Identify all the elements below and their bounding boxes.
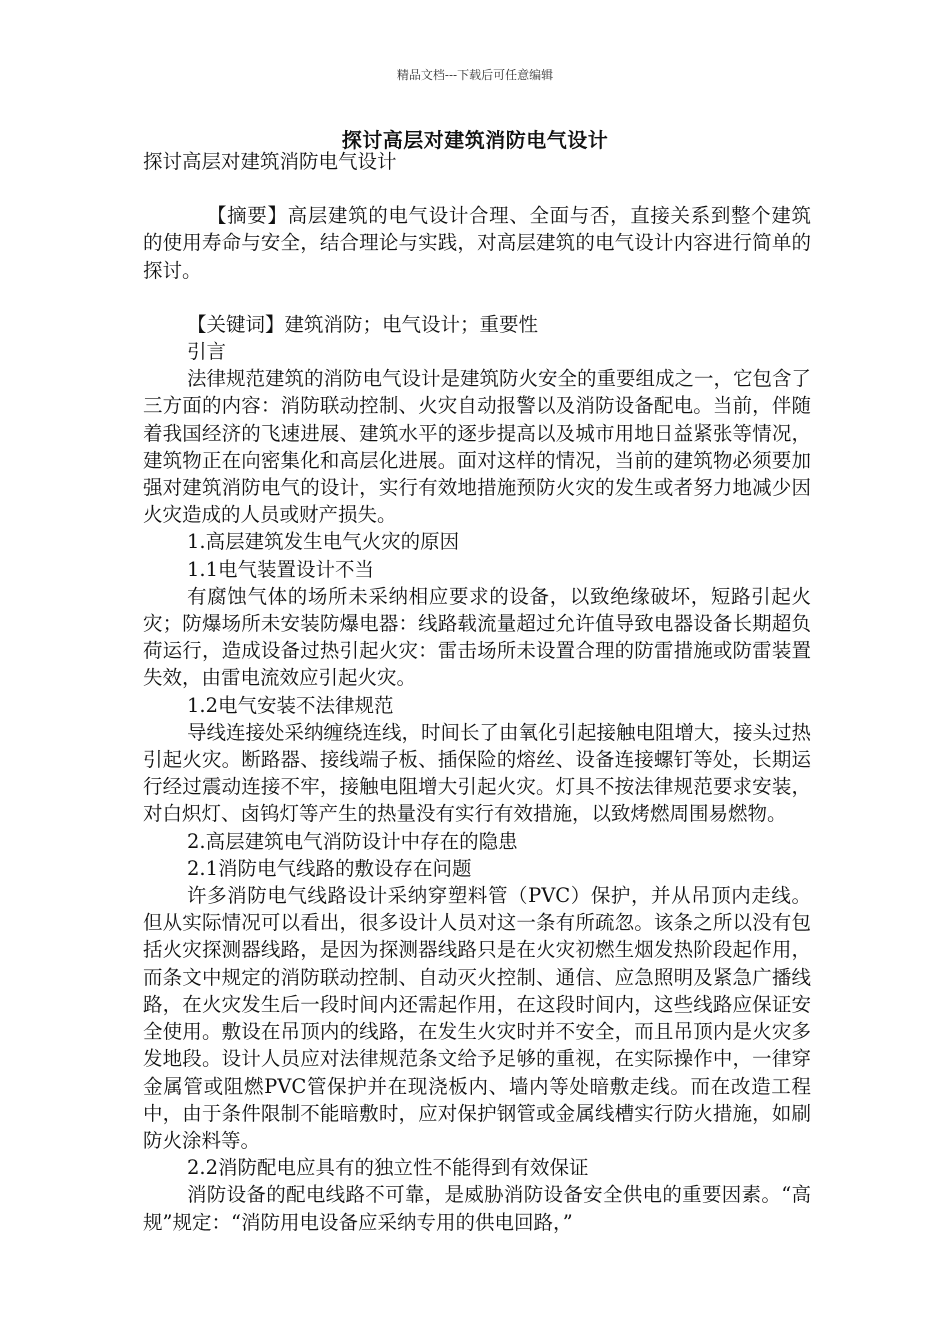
section-2-1-heading: 2.1消防电气线路的敷设存在问题 [187, 856, 472, 880]
section-1-2-paragraph: 导线连接处采纳缠绕连线，时间长了由氧化引起接触电阻增大，接头过热引起火灾。断路器、接线端子板、插保险的熔丝、设备连接螺钉等处，长期运行经过震动连接不牢，接触电阻增大引起火灾。灯具不按法律规范要求安装，对白炽灯、卤钨灯等产生的热量没有实行有效措施，以致烤燃周围易燃物。 [143, 720, 812, 826]
spacer [143, 284, 811, 311]
page-header: 精品文档---下载后可任意编辑 [396, 68, 554, 82]
section-2-1-paragraph: 许多消防电气线路设计采纳穿塑料管（PVC）保护，并从吊顶内走线。但从实际情况可以看出，很多设计人员对这一条有所疏忽。该条之所以没有包括火灾探测器线路，是因为探测器线路只是在火灾初燃生烟发热阶段起作用，而条文中规定的消防联动控制、自动灭火控制、通信、应急照明及紧急广播线路，在火灾发生后一段时间内还需起作用，在这段时间内，这些线路应保证安全使用。敷设在吊顶内的线路，在发生火灾时并不安全，而且吊顶内是火灾多发地段。设计人员应对法律规范条文给予足够的重视，在实际操作中，一律穿金属管或阻燃PVC管保护并在现浇板内、墙内等处暗敷走线。而在改造工程中，由于条件限制不能暗敷时，应对保护钢管或金属线槽实行防火措施，如刷防火涂料等。 [143, 884, 811, 1152]
section-1-2-heading: 1.2电气安装不法律规范 [187, 693, 394, 717]
intro-heading: 引言 [187, 340, 227, 364]
document-subtitle: 探讨高层对建筑消防电气设计 [143, 150, 397, 173]
abstract-paragraph: 【摘要】高层建筑的电气设计合理、全面与否，直接关系到整个建筑的使用寿命与安全，结合理论与实践，对高层建筑的电气设计内容进行简单的探讨。 [143, 204, 811, 282]
document-title: 探讨高层对建筑消防电气设计 [341, 128, 609, 152]
intro-paragraph: 法律规范建筑的消防电气设计是建筑防火安全的重要组成之一，它包含了三方面的内容：消防联动控制、火灾自动报警以及消防设备配电。当前，伴随着我国经济的飞速进展、建筑水平的逐步提高以及城市用地日益紧张等情况，建筑物正在向密集化和高层化进展。面对这样的情况，当前的建筑物必须要加强对建筑消防电气的设计，实行有效地措施预防火灾的发生或者努力地减少因火灾造成的人员或财产损失。 [143, 367, 812, 527]
keywords-line: 【关键词】建筑消防；电气设计；重要性 [187, 312, 539, 336]
section-1-1-heading: 1.1电气装置设计不当 [187, 557, 375, 581]
section-1-heading: 1.高层建筑发生电气火灾的原因 [187, 530, 460, 554]
section-1-1-paragraph: 有腐蚀气体的场所未采纳相应要求的设备，以致绝缘破坏，短路引起火灾；防爆场所未安装防爆电器：线路载流量超过允许值导致电器设备长期超负荷运行，造成设备过热引起火灾：雷击场所未设置合理的防雷措施或防雷装置失效，由雷电流效应引起火灾。 [143, 584, 811, 690]
section-2-2-paragraph: 消防设备的配电线路不可靠，是威胁消防设备安全供电的重要因素。“高规”规定：“消防用电设备应采纳专用的供电回路，” [143, 1183, 811, 1234]
section-2-2-heading: 2.2消防配电应具有的独立性不能得到有效保证 [187, 1156, 589, 1180]
spacer [143, 175, 811, 202]
document-body [143, 148, 811, 1236]
section-2-heading: 2.高层建筑电气消防设计中存在的隐患 [187, 829, 518, 853]
